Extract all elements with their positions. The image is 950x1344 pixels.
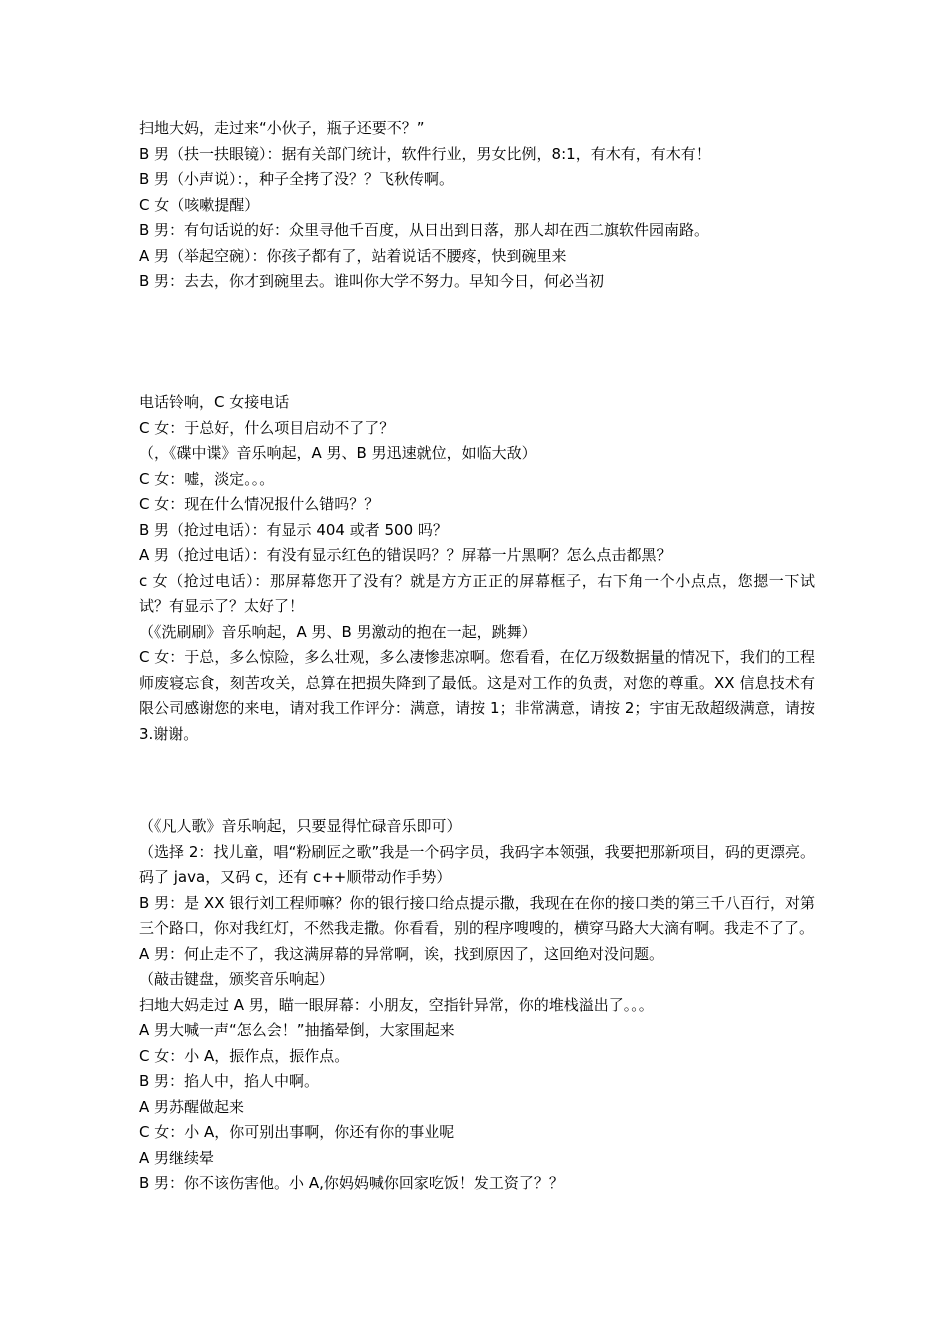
script-line: 扫地大妈走过 A 男，瞄一眼屏幕：小朋友，空指针异常，你的堆栈溢出了。。。 (139, 995, 654, 1014)
script-line: A 男继续晕 (139, 1148, 215, 1167)
script-line: B 男（扶一扶眼镜）：据有关部门统计，软件行业，男女比例，8:1，有木有，有木有！ (139, 144, 711, 163)
script-line: B 男：你不该伤害他。小 A,你妈妈喊你回家吃饭！发工资了？？ (139, 1174, 564, 1192)
script-paragraph: c 女（抢过电话）：那屏幕您开了没有？就是方方正正的屏幕框子，右下角一个小点点，您摁一下试试？有显示了？太好了！ (139, 571, 815, 615)
script-line: （，《碟中谍》音乐响起，A 男、B 男迅速就位，如临大敌） (139, 444, 537, 462)
script-line: （敲击键盘，颁奖音乐响起） (139, 970, 335, 988)
script-line: A 男（抢过电话）：有没有显示红色的错误吗？？屏幕一片黑啊？怎么点击都黑？ (139, 546, 672, 564)
script-line: A 男：何止走不了，我这满屏幕的异常啊，诶，找到原因了，这回绝对没问题。 (139, 944, 665, 963)
script-line: C 女（咳嗽提醒） (139, 195, 260, 214)
script-line: C 女：小 A，你可别出事啊，你还有你的事业呢 (139, 1123, 455, 1141)
script-line: C 女：现在什么情况报什么错吗？？ (139, 495, 380, 513)
script-line: B 男：去去，你才到碗里去。谁叫你大学不努力。早知今日，何必当初 (139, 272, 605, 290)
script-line: C 女：小 A，振作点，振作点。 (139, 1046, 350, 1065)
script-section-1 (139, 116, 815, 295)
script-line: C 女：于总好，什么项目启动不了了？ (139, 418, 395, 437)
script-paragraph: B 男：是 XX 银行刘工程师嘛？你的银行接口给点提示撒，我现在在你的接口类的第三千八百行，对第三个路口，你对我红灯，不然我走撒。你看看，别的程序嗖嗖的，横穿马路大大滴有啊。我走不了了。 (139, 893, 815, 937)
script-line: 电话铃响，C 女接电话 (139, 393, 290, 411)
script-line: A 男（举起空碗）：你孩子都有了，站着说话不腰疼，快到碗里来 (139, 246, 567, 265)
script-section-3 (139, 814, 815, 1197)
script-section-2 (139, 390, 815, 747)
script-line: B 男（小声说）：，种子全拷了没？？飞秋传啊。 (139, 170, 455, 188)
script-paragraph: C 女：于总，多么惊险，多么壮观，多么凄惨悲凉啊。您看看，在亿万级数据量的情况下，我们的工程师废寝忘食，刻苦攻关，总算在把损失降到了最低。这是对工作的负责，对您的尊重。XX 信息技术有限公司感谢您的来电，请对我工作评分：满意，请按 1；非常满意，请按 2；宇宙无敌超级满意，请按 3.谢谢。 (139, 648, 815, 743)
script-line: 扫地大妈，走过来“小伙子，瓶子还要不？” (139, 119, 425, 137)
script-line: B 男：有句话说的好：众里寻他千百度，从日出到日落，那人却在西二旗软件园南路。 (139, 221, 710, 239)
script-line: B 男：掐人中，掐人中啊。 (139, 1072, 320, 1090)
script-line: A 男苏醒做起来 (139, 1097, 245, 1116)
script-line: A 男大喊一声“怎么会！”抽搐晕倒，大家围起来 (139, 1021, 455, 1039)
script-line: C 女：嘘，淡定。。。 (139, 469, 275, 488)
script-paragraph: （选择 2：找儿童，唱“粉刷匠之歌”我是一个码字员，我码字本领强，我要把那新项目，码的更漂亮。码了 java，又码 c，还有 c++顺带动作手势） (139, 842, 815, 886)
script-line: （《洗刷刷》音乐响起，A 男、B 男激动的抱在一起，跳舞） (139, 622, 537, 641)
script-line: B 男（抢过电话）：有显示 404 或者 500 吗？ (139, 520, 448, 539)
script-line: （《凡人歌》音乐响起，只要显得忙碌音乐即可） (139, 817, 462, 835)
